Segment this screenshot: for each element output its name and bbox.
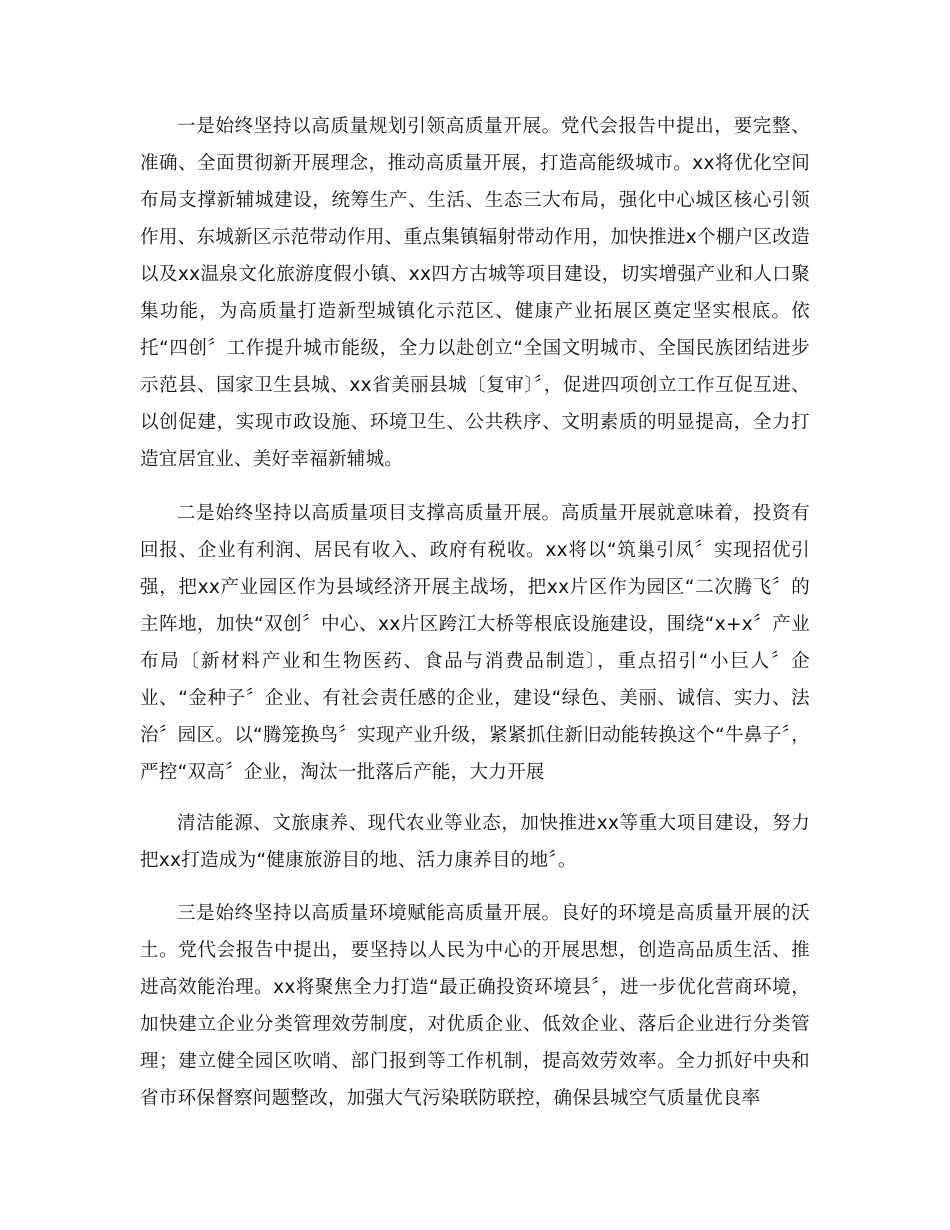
paragraph-3: 清洁能源、文旅康养、现代农业等业态，加快推进xx等重大项目建设，努力把xx打造成为“健康旅游目的地、活力康养目的地〞。 [140, 813, 810, 871]
paragraph-4: 三是始终坚持以高质量环境赋能高质量开展。良好的环境是高质量开展的沃土。党代会报告中提出，要坚持以人民为中心的开展思想，创造高品质生活、推进高效能治理。xx将聚焦全力打造“最正确投资环境县〞，进一步优化营商环境，加快建立企业分类管理效劳制度，对优质企业、低效企业、落后企业进行分类管理；建立健全园区吹哨、部门报到等工作机制，提高效劳效率。全力抓好中央和省市环保督察问题整改，加强大气污染联防联控，确保县城空气质量优良率 [140, 903, 810, 1109]
paragraph-2: 二是始终坚持以高质量项目支撑高质量开展。高质量开展就意味着，投资有回报、企业有利润、居民有收入、政府有税收。xx将以“筑巢引凤〞实现招优引强，把xx产业园区作为县域经济开展主战场，把xx片区作为园区“二次腾飞〞的主阵地，加快“双创〞中心、xx片区跨江大桥等根底设施建设，围绕“x+x〞产业布局〔新材料产业和生物医药、食品与消费品制造〕，重点招引“小巨人〞企业、“金种子〞企业、有社会责任感的企业，建设“绿色、美丽、诚信、实力、法治〞园区。以“腾笼换鸟〞实现产业升级，紧紧抓住新旧动能转换这个“牛鼻子〞，严控“双高〞企业，淘汰一批落后产能，大力开展 [140, 503, 810, 783]
document-page [140, 108, 810, 1154]
paragraph-1: 一是始终坚持以高质量规划引领高质量开展。党代会报告中提出，要完整、准确、全面贯彻新开展理念，推动高质量开展，打造高能级城市。xx将优化空间布局支撑新辅城建设，统筹生产、生活、生态三大布局，强化中心城区核心引领作用、东城新区示范带动作用、重点集镇辐射带动作用，加快推进x个棚户区改造以及xx温泉文化旅游度假小镇、xx四方古城等项目建设，切实增强产业和人口聚集功能，为高质量打造新型城镇化示范区、健康产业拓展区奠定坚实根底。依托“四创〞工作提升城市能级，全力以赴创立“全国文明城市、全国民族团结进步示范县、国家卫生县城、xx省美丽县城〔复审〕〞，促进四项创立工作互促互进、以创促建，实现市政设施、环境卫生、公共秩序、文明素质的明显提高，全力打造宜居宜业、美好幸福新辅城。 [140, 116, 810, 470]
